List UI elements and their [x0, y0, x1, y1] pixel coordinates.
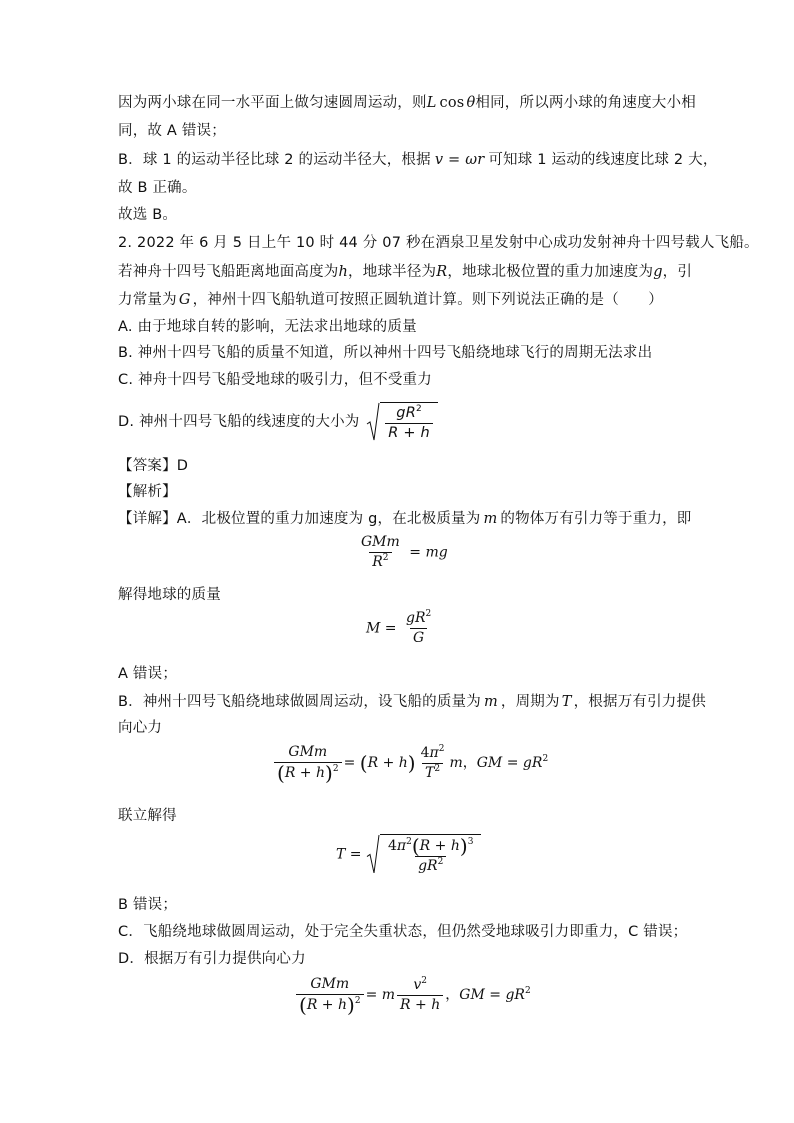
option-c: C. 神舟十四号飞船受地球的吸引力，但不受重力: [118, 372, 432, 388]
b-wrong: B 错误；: [118, 897, 178, 913]
math-theta: θ: [466, 95, 476, 111]
formula-sqrt-gR2-over-Rh: $\frac{gR^2}{R + h}$: [366, 402, 438, 442]
analysis-label: 【解析】: [118, 484, 177, 500]
option-a: A. 由于地球自转的影响，无法求出地球的质量: [118, 319, 417, 335]
combine-line: 联立解得: [118, 808, 177, 824]
c-line: C．飞船绕地球做圆周运动，处于完全失重状态，但仍然受地球吸引力即重力，C 错误；: [118, 924, 688, 940]
detail-line-a: 【详解】A．北极位置的重力加速度为 g，在北极质量为 m 的物体万有引力等于重力，即: [118, 511, 692, 527]
prev-line-3: B．球 1 的运动半径比球 2 的运动半径大，根据 v = ωr 可知球 1 运动的线速度比球 2 大，: [118, 152, 718, 168]
formula-gmm-r2-eq-mg: $\frac{\text{GMm}}{R^2}$ = mg: [361, 534, 448, 570]
a-wrong: A 错误；: [118, 666, 178, 682]
d-line: D．根据万有引力提供向心力: [118, 951, 306, 967]
formula-period-equation: $\frac{\text{GMm}}{(R + h)^2}$ = (R + h) $\frac{4\pi^2}{T^2}$ m，GM = $gR^2$: [272, 744, 548, 782]
question-line-3: 力常量为 G ，神州十四飞船轨道可按照正圆轨道计算。则下列说法正确的是（ ）: [118, 292, 664, 308]
prev-line-1: 因为两小球在同一水平面上做匀速圆周运动，则L cos θ相同，所以两小球的角速度大小相: [118, 95, 696, 111]
option-d: D. 神州十四号飞船的线速度的大小为 $\frac{gR^2}{R + h}$: [118, 402, 438, 442]
formula-period-result: T = $\frac{4\pi^2(R + h)^3}{gR^2}$: [336, 834, 481, 875]
option-b: B. 神州十四号飞船的质量不知道，所以神州十四号飞船绕地球飞行的周期无法求出: [118, 345, 653, 361]
answer-label: 【答案】D: [118, 458, 189, 474]
b-line-1: B．神州十四号飞船绕地球做圆周运动，设飞船的质量为 m ，周期为 T ，根据万有引力提供: [118, 694, 706, 710]
question-line-1: 2. 2022 年 6 月 5 日上午 10 时 44 分 07 秒在酒泉卫星发射中心成功发射神舟十四号载人飞船。: [118, 235, 759, 251]
math-L: L: [426, 95, 437, 111]
math-v-omega-r: v = ωr: [434, 152, 485, 168]
prev-line-4: 故 B 正确。: [118, 180, 197, 196]
formula-velocity-equation: $\frac{\text{GMm}}{(R + h)^2}$ = m $\frac{v^2}{R + h}$ ，GM = $gR^2$: [294, 976, 531, 1014]
math-cos: cos: [439, 95, 465, 111]
prev-line-2: 同，故 A 错误；: [118, 123, 226, 139]
solve-mass-line: 解得地球的质量: [118, 587, 221, 603]
b-line-2: 向心力: [118, 720, 163, 736]
question-line-2: 若神舟十四号飞船距离地面高度为h，地球半径为R，地球北极位置的重力加速度为g，引: [118, 264, 693, 280]
prev-line-5: 故选 B。: [118, 207, 178, 223]
formula-m-eq-gr2-over-g: M = $\frac{gR^2}{G}$: [366, 609, 432, 646]
